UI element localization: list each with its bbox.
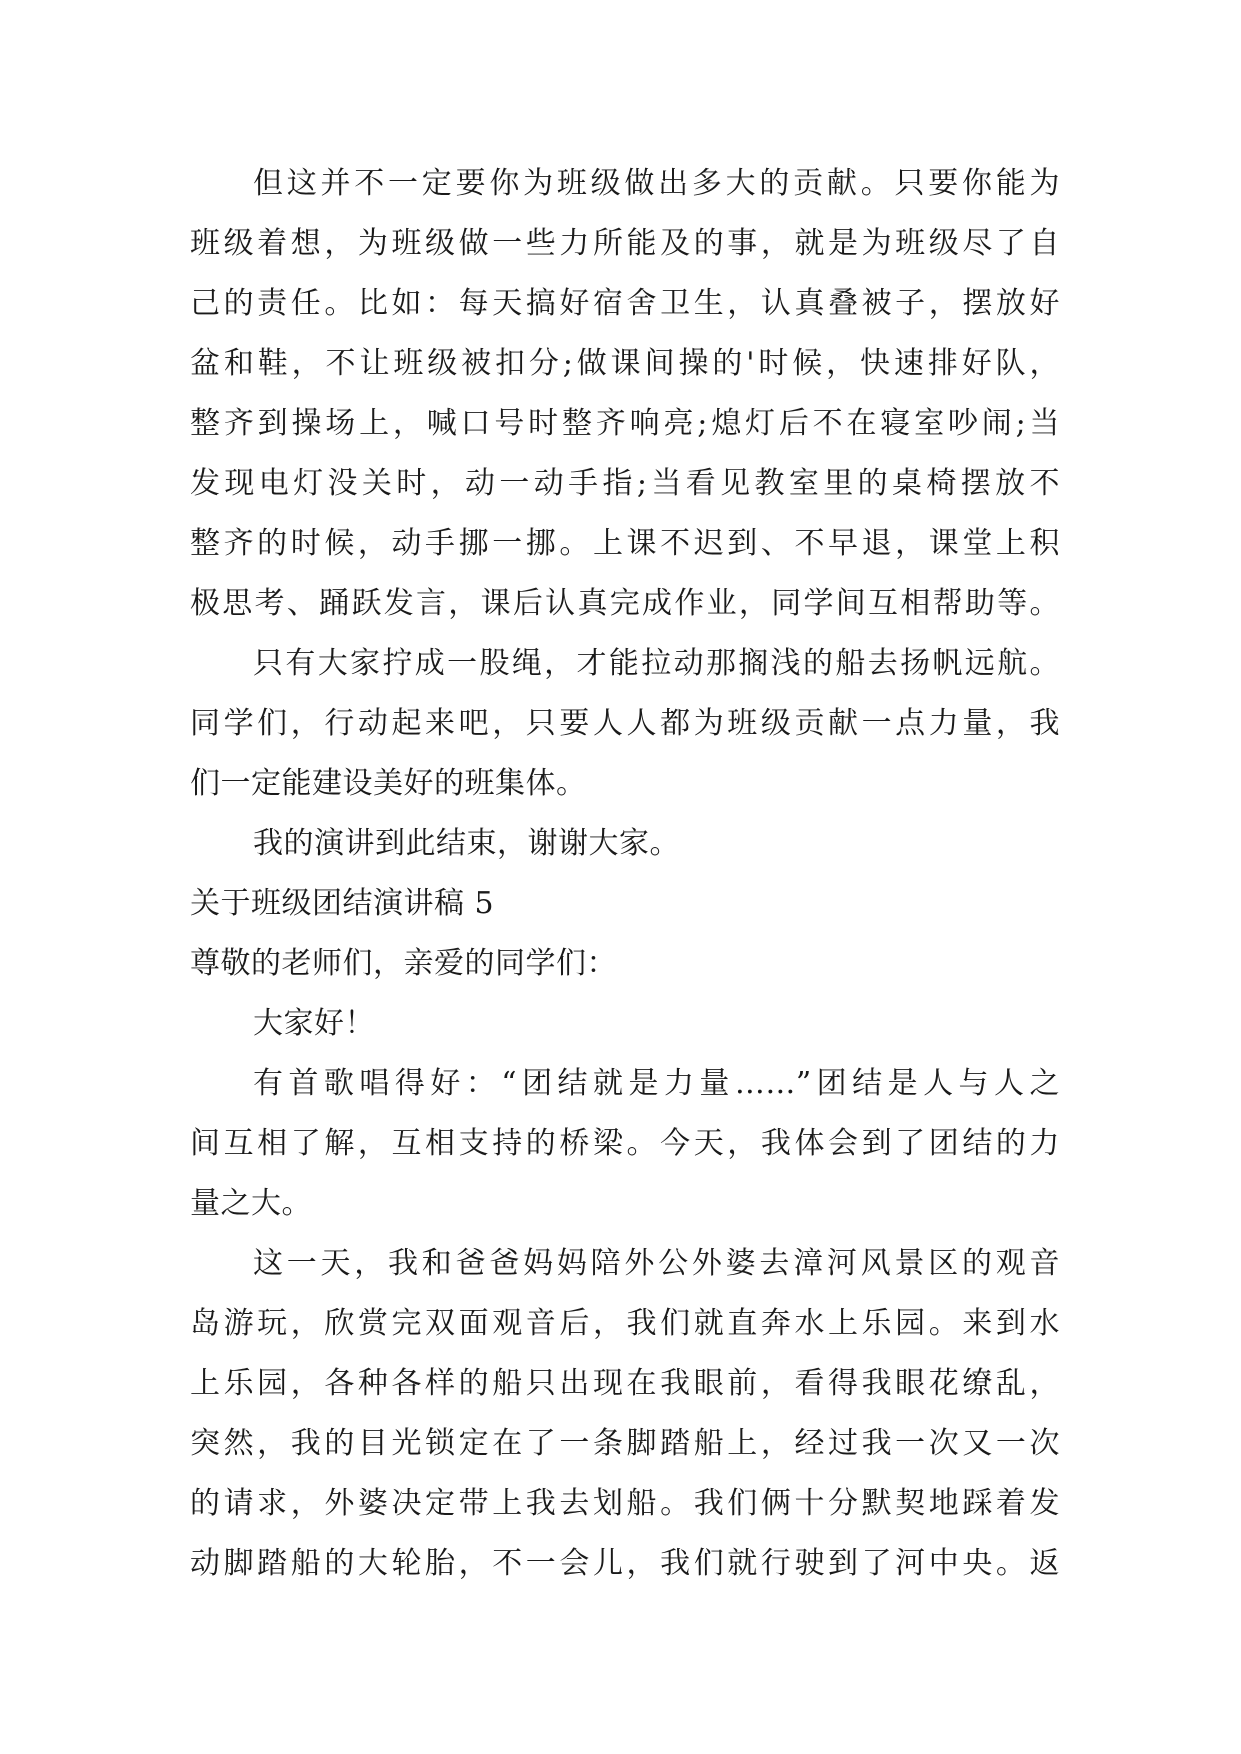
paragraph-line: 岛游玩，欣赏完双面观音后，我们就直奔水上乐园。来到水 [190, 1306, 1060, 1341]
paragraph-line: 但这并不一定要你为班级做出多大的贡献。只要你能为 [253, 166, 1060, 201]
paragraph-line: 我的演讲到此结束，谢谢大家。 [253, 826, 680, 861]
paragraph-line: 突然，我的目光锁定在了一条脚踏船上，经过我一次又一次 [190, 1426, 1060, 1461]
paragraph-line: 间互相了解，互相支持的桥梁。今天，我体会到了团结的力 [190, 1126, 1060, 1161]
paragraph-line: 这一天，我和爸爸妈妈陪外公外婆去漳河风景区的观音 [253, 1246, 1060, 1281]
paragraph-line: 班级着想，为班级做一些力所能及的事，就是为班级尽了自 [190, 226, 1060, 261]
paragraph-line: 上乐园，各种各样的船只出现在我眼前，看得我眼花缭乱， [190, 1366, 1060, 1401]
paragraph-line: 整齐到操场上，喊口号时整齐响亮;熄灯后不在寝室吵闹;当 [190, 406, 1060, 441]
paragraph-line: 己的责任。比如：每天搞好宿舍卫生，认真叠被子，摆放好 [190, 286, 1060, 321]
paragraph-line: 量之大。 [190, 1186, 312, 1221]
paragraph-line: 的请求，外婆决定带上我去划船。我们俩十分默契地踩着发 [190, 1486, 1060, 1521]
paragraph-line: 盆和鞋，不让班级被扣分;做课间操的'时候，快速排好队， [190, 346, 1060, 381]
paragraph-line: 们一定能建设美好的班集体。 [190, 766, 587, 801]
section-heading: 关于班级团结演讲稿 5 [190, 886, 495, 921]
salutation: 尊敬的老师们，亲爱的同学们： [190, 946, 617, 981]
paragraph-line: 发现电灯没关时，动一动手指;当看见教室里的桌椅摆放不 [190, 466, 1060, 501]
paragraph-line: 只有大家拧成一股绳，才能拉动那搁浅的船去扬帆远航。 [253, 646, 1060, 681]
paragraph-line: 同学们，行动起来吧，只要人人都为班级贡献一点力量，我 [190, 706, 1060, 741]
greeting: 大家好！ [253, 1006, 375, 1041]
paragraph-line: 整齐的时候，动手挪一挪。上课不迟到、不早退，课堂上积 [190, 526, 1060, 561]
paragraph-line: 有首歌唱得好：“团结就是力量……”团结是人与人之 [253, 1066, 1060, 1101]
paragraph-line: 极思考、踊跃发言，课后认真完成作业，同学间互相帮助等。 [190, 586, 1060, 621]
paragraph-line: 动脚踏船的大轮胎，不一会儿，我们就行驶到了河中央。返 [190, 1546, 1060, 1581]
